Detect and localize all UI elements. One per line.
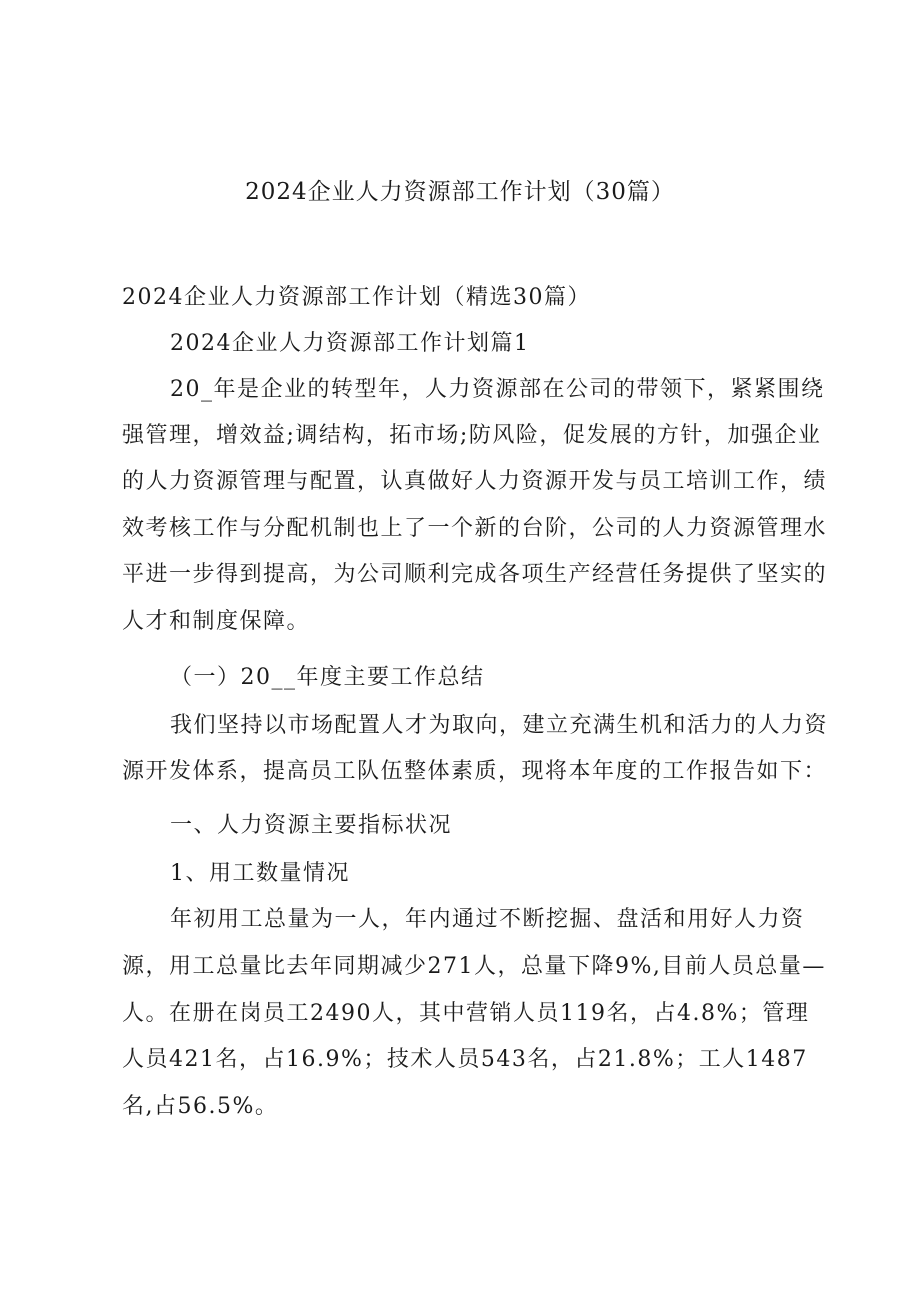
heading-two: 1、用工数量情况 (170, 861, 350, 886)
paragraph-line: 人。在册在岗员工2490人，其中营销人员119名，占4.8%；管理 (122, 1001, 810, 1026)
paragraph-line: 源，用工总量比去年同期减少271人，总量下降9%,目前人员总量— (122, 954, 826, 979)
paragraph-line: 我们坚持以市场配置人才为取向，建立充满生机和活力的人力资 (170, 713, 829, 738)
paragraph-line: 20_年是企业的转型年，人力资源部在公司的带领下，紧紧围绕 (170, 377, 825, 402)
heading-one: 一、人力资源主要指标状况 (170, 813, 453, 838)
paragraph-line: 的人力资源管理与配置，认真做好人力资源开发与员工培训工作，绩 (122, 469, 828, 494)
paragraph-line: 名,占56.5%。 (122, 1094, 279, 1119)
paragraph-line: 强管理，增效益;调结构，拓市场;防风险，促发展的方针，加强企业 (122, 423, 822, 448)
paragraph-line: 人员421名，占16.9%；技术人员543名，占21.8%；工人1487 (122, 1047, 808, 1072)
paragraph-line: 人才和制度保障。 (122, 609, 311, 634)
paragraph-line: 年初用工总量为一人，年内通过不断挖掘、盘活和用好人力资 (170, 907, 805, 932)
document-subtitle: 2024企业人力资源部工作计划（精选30篇） (122, 285, 591, 310)
section-heading: 2024企业人力资源部工作计划篇1 (170, 331, 530, 356)
document-title: 2024企业人力资源部工作计划（30篇） (245, 179, 675, 205)
summary-heading: （一）20__年度主要工作总结 (170, 665, 485, 690)
paragraph-line: 源开发体系，提高员工队伍整体素质，现将本年度的工作报告如下： (122, 759, 828, 784)
paragraph-line: 效考核工作与分配机制也上了一个新的台阶，公司的人力资源管理水 (122, 516, 828, 541)
paragraph-line: 平进一步得到提高，为公司顺利完成各项生产经营任务提供了坚实的 (122, 562, 828, 587)
